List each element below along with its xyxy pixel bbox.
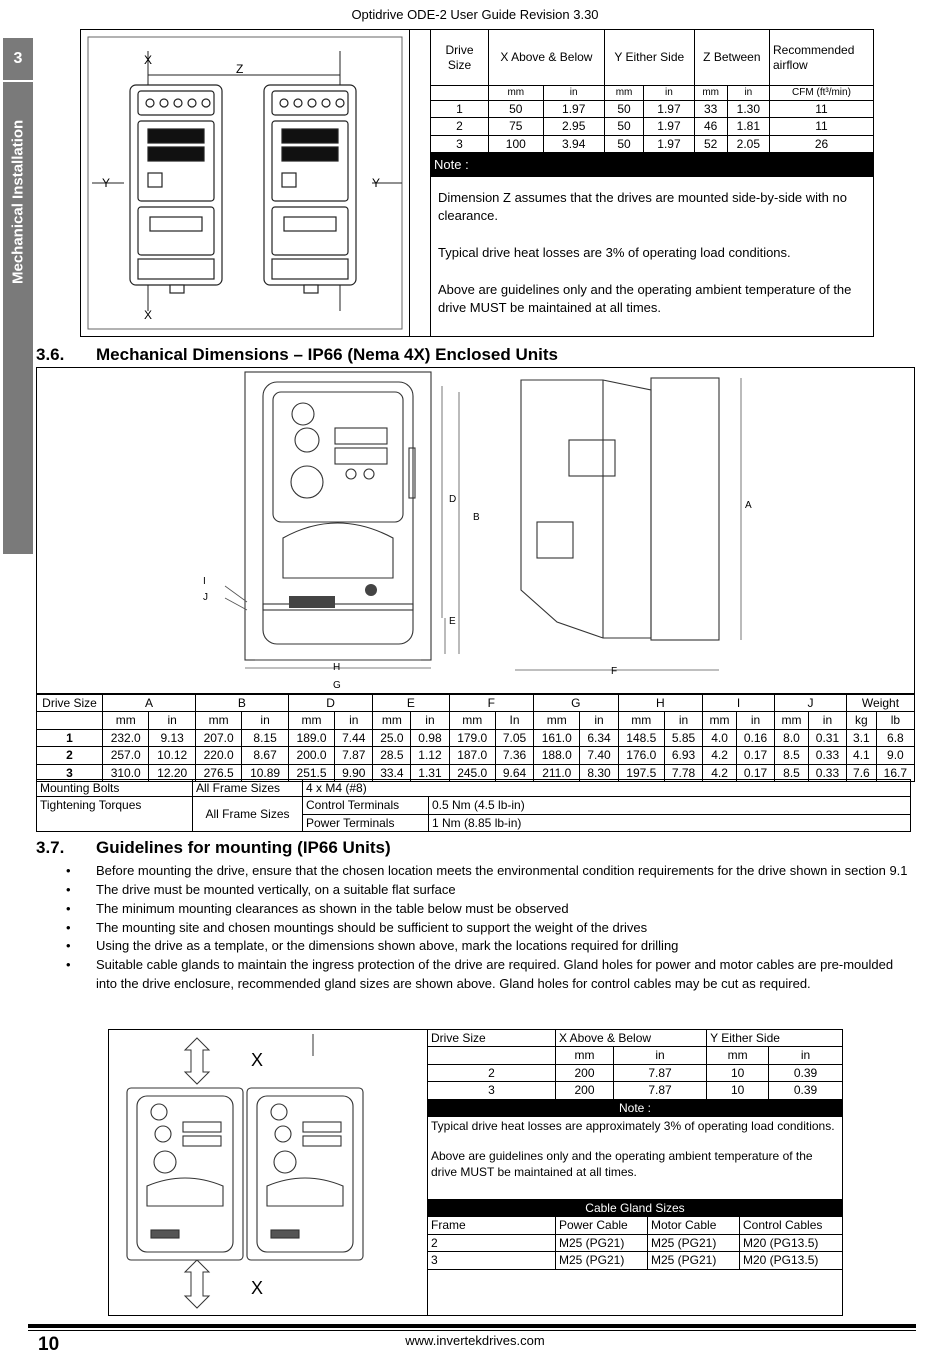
cell: 1.97	[644, 135, 694, 152]
cell: 33	[694, 101, 727, 118]
header-cell: E	[373, 695, 449, 712]
unit-cell: in	[736, 712, 774, 729]
dim-label-e: E	[449, 616, 456, 627]
header-drive-size: Drive Size	[428, 1030, 556, 1047]
drive-unit-right	[264, 85, 356, 293]
note-label: Note :	[428, 1099, 843, 1116]
cell: 33.4	[373, 764, 411, 781]
ip66-clearance-table	[427, 1029, 843, 1213]
cell: 11	[770, 101, 874, 118]
cable-gland-table	[427, 1199, 843, 1270]
header-cell: Power Cable	[556, 1217, 648, 1234]
cell: 8.67	[242, 747, 288, 764]
unit-cell: mm	[618, 712, 664, 729]
dim-label-b: B	[473, 512, 480, 523]
cell: 1.97	[543, 101, 604, 118]
x-label-top: X	[144, 53, 153, 67]
table-row	[431, 118, 874, 135]
list-item: • The mounting site and chosen mountings should be sufficient to support the weight of the drives	[36, 919, 916, 938]
cell: 9.0	[876, 747, 914, 764]
header-airflow: Recommended airflow	[770, 30, 874, 86]
table-row	[428, 1030, 843, 1047]
cell: 0.98	[411, 729, 449, 746]
all-frame-sizes: All Frame Sizes	[193, 797, 303, 832]
cell: 179.0	[449, 729, 495, 746]
cell: 1	[37, 729, 103, 746]
cell: 50	[604, 135, 643, 152]
cell: 8.5	[775, 764, 809, 781]
dimension-drawing	[37, 368, 914, 693]
unit-cell: mm	[556, 1047, 614, 1064]
list-item: • Before mounting the drive, ensure that the chosen location meets the environmental condition requirements for the drive shown in section 9.1	[36, 862, 916, 881]
cell: 148.5	[618, 729, 664, 746]
cell: 9.13	[149, 729, 195, 746]
z-label: Z	[236, 62, 244, 76]
cell: 75	[489, 118, 544, 135]
cell: 0.33	[808, 764, 846, 781]
side-view	[521, 378, 719, 640]
cell: 7.78	[665, 764, 703, 781]
cell: 7.87	[614, 1082, 707, 1099]
cell: 7.6	[847, 764, 877, 781]
unit-cell: mm	[449, 712, 495, 729]
cell: M25 (PG21)	[556, 1252, 648, 1269]
cell: 245.0	[449, 764, 495, 781]
cell: 207.0	[195, 729, 241, 746]
cell: 161.0	[534, 729, 580, 746]
cell: 52	[694, 135, 727, 152]
table-row	[428, 1252, 843, 1269]
header-cell: G	[534, 695, 619, 712]
table-row	[37, 729, 915, 746]
dimensions-table	[36, 694, 915, 782]
unit-cell: In	[495, 712, 533, 729]
unit-cell: mm	[373, 712, 411, 729]
header-cell: Frame	[428, 1217, 556, 1234]
cell: 50	[489, 101, 544, 118]
cell: 0.33	[808, 747, 846, 764]
cell: 211.0	[534, 764, 580, 781]
cell: 7.87	[614, 1064, 707, 1081]
list-item: • The minimum mounting clearances as shown in the table below must be observed	[36, 900, 916, 919]
guidelines-list	[36, 862, 916, 994]
dim-label-h: H	[333, 662, 341, 673]
header-cell: Drive Size	[37, 695, 103, 712]
cell: 46	[694, 118, 727, 135]
cell: 8.30	[580, 764, 618, 781]
cell: 100	[489, 135, 544, 152]
note-text-2: Above are guidelines only and the operating ambient temperature of the drive MUST be maintained at all times.	[431, 1149, 813, 1180]
mounting-bolts-label: Mounting Bolts	[37, 780, 193, 797]
unit-cell: in	[149, 712, 195, 729]
cell: 0.39	[769, 1064, 843, 1081]
cell: 3	[428, 1082, 556, 1099]
chapter-title-container	[3, 84, 33, 284]
cell: 1.30	[727, 101, 769, 118]
note-label: Note :	[431, 153, 874, 177]
cell: 4.2	[703, 764, 737, 781]
unit-cell: mm	[703, 712, 737, 729]
cell: 220.0	[195, 747, 241, 764]
unit-cell: mm	[489, 86, 544, 101]
cell: 16.7	[876, 764, 914, 781]
unit-cell: in	[411, 712, 449, 729]
unit-cell: CFM (ft³/min)	[770, 86, 874, 101]
cell: 187.0	[449, 747, 495, 764]
cell: 2	[428, 1234, 556, 1251]
cell: 310.0	[103, 764, 149, 781]
table-row	[428, 1064, 843, 1081]
x-label-top: X	[251, 1050, 264, 1070]
unit-cell: mm	[775, 712, 809, 729]
list-item: • Suitable cable glands to maintain the ingress protection of the drive are required. Gland holes for power and motor cables are pre-moulded into the drive enclosure, recommended gland sizes are shown above. Gland holes for control cables may be cut as required.	[36, 956, 916, 994]
cell: 3	[37, 764, 103, 781]
units-row	[37, 712, 915, 729]
footer-rule	[28, 1324, 916, 1328]
unit-cell: in	[335, 712, 373, 729]
cell: 257.0	[103, 747, 149, 764]
torque-table	[36, 779, 911, 832]
cell: 0.16	[736, 729, 774, 746]
sidebar-divider	[3, 80, 33, 82]
unit-cell: in	[614, 1047, 707, 1064]
table-row	[431, 135, 874, 152]
page-header: Optidrive ODE-2 User Guide Revision 3.30	[351, 7, 599, 22]
list-item: • Using the drive as a template, or the dimensions shown above, mark the locations required for drilling	[36, 937, 916, 956]
cell: 276.5	[195, 764, 241, 781]
chapter-title: Mechanical Installation	[9, 119, 27, 284]
cell: 0.39	[769, 1082, 843, 1099]
unit-cell: in	[808, 712, 846, 729]
cell: 1.12	[411, 747, 449, 764]
note-text-2: Typical drive heat losses are 3% of operating load conditions.	[438, 245, 791, 260]
power-terminals-label: Power Terminals	[303, 814, 429, 831]
unit-cell: mm	[288, 712, 334, 729]
cell: 3.1	[847, 729, 877, 746]
gland-title: Cable Gland Sizes	[428, 1200, 843, 1217]
section-number: 3.7.	[36, 838, 65, 857]
cell: 6.93	[665, 747, 703, 764]
footer-url: www.invertekdrives.com	[405, 1333, 545, 1348]
y-label-right: Y	[372, 176, 381, 190]
control-terminals-label: Control Terminals	[303, 797, 429, 814]
cell: 5.85	[665, 729, 703, 746]
cell: 0.17	[736, 764, 774, 781]
cell: 10	[707, 1064, 769, 1081]
units-row	[428, 1047, 843, 1064]
unit-cell: mm	[694, 86, 727, 101]
cell: 189.0	[288, 729, 334, 746]
cell: 0.31	[808, 729, 846, 746]
drive-unit-left	[130, 85, 222, 293]
unit-cell: in	[727, 86, 769, 101]
dim-label-f: F	[611, 666, 618, 677]
cell: M20 (PG13.5)	[740, 1234, 843, 1251]
cell: 1.31	[411, 764, 449, 781]
cell: 2	[37, 747, 103, 764]
x-label-bottom: X	[251, 1278, 264, 1298]
unit-cell: mm	[534, 712, 580, 729]
cell: 200.0	[288, 747, 334, 764]
dim-label-d: D	[449, 494, 457, 505]
cell: 3	[428, 1252, 556, 1269]
cell: 6.34	[580, 729, 618, 746]
power-terminals-value: 1 Nm (8.85 lb-in)	[429, 814, 911, 831]
cell: 7.44	[335, 729, 373, 746]
unit-cell: in	[644, 86, 694, 101]
table-row	[428, 1234, 843, 1251]
cell: 1.81	[727, 118, 769, 135]
note-text-1: Dimension Z assumes that the drives are mounted side-by-side with no clearance.	[438, 190, 847, 223]
panel-divider	[409, 29, 410, 337]
unit-cell: in	[665, 712, 703, 729]
header-cell: I	[703, 695, 775, 712]
cell: M25 (PG21)	[648, 1252, 740, 1269]
cell: M20 (PG13.5)	[740, 1252, 843, 1269]
cell: 4.2	[703, 747, 737, 764]
ip66-drive-left	[127, 1088, 243, 1260]
cell: 11	[770, 118, 874, 135]
header-cell: Control Cables	[740, 1217, 843, 1234]
units-row	[431, 86, 874, 101]
cell: 10	[707, 1082, 769, 1099]
cell: 12.20	[149, 764, 195, 781]
cell: 188.0	[534, 747, 580, 764]
cell: 197.5	[618, 764, 664, 781]
all-frame-sizes: All Frame Sizes	[193, 780, 303, 797]
spacer	[431, 1134, 839, 1148]
cell: 2.95	[543, 118, 604, 135]
cell: 1.97	[644, 101, 694, 118]
footer-rule-thin	[28, 1330, 916, 1331]
cell: 8.15	[242, 729, 288, 746]
x-label-bottom: X	[144, 308, 153, 322]
cell: 7.87	[335, 747, 373, 764]
header-x: X Above & Below	[556, 1030, 707, 1047]
cell: 1	[431, 101, 489, 118]
header-cell: A	[103, 695, 196, 712]
note-text-3: Above are guidelines only and the operating ambient temperature of the drive MUST be maintained at all times.	[438, 282, 852, 315]
cell: 26	[770, 135, 874, 152]
clearance-table	[430, 29, 874, 177]
dim-label-i: I	[203, 576, 206, 587]
table-row	[37, 797, 911, 814]
list-item: • The drive must be mounted vertically, on a suitable flat surface	[36, 881, 916, 900]
cell: 7.05	[495, 729, 533, 746]
header-cell: Weight	[847, 695, 915, 712]
chapter-number: 3	[13, 50, 23, 67]
cell: 8.5	[775, 747, 809, 764]
unit-cell: mm	[195, 712, 241, 729]
unit-cell: in	[769, 1047, 843, 1064]
unit-cell: kg	[847, 712, 877, 729]
unit-cell: lb	[876, 712, 914, 729]
unit-cell: mm	[604, 86, 643, 101]
cell: 1.97	[644, 118, 694, 135]
cell: 28.5	[373, 747, 411, 764]
cell: 3.94	[543, 135, 604, 152]
header-cell: F	[449, 695, 534, 712]
unit-cell: mm	[707, 1047, 769, 1064]
cell: M25 (PG21)	[648, 1234, 740, 1251]
cell: 200	[556, 1064, 614, 1081]
section-heading: Guidelines for mounting (IP66 Units)	[96, 838, 391, 857]
cell: 251.5	[288, 764, 334, 781]
table-row	[37, 780, 911, 797]
section-number: 3.6.	[36, 345, 65, 364]
dimension-header-row	[37, 695, 915, 712]
dim-label-j: J	[203, 592, 208, 603]
unit-cell: mm	[103, 712, 149, 729]
cell: 9.64	[495, 764, 533, 781]
cell: 7.36	[495, 747, 533, 764]
cell: 2	[431, 118, 489, 135]
table-row	[431, 101, 874, 118]
cell: 6.8	[876, 729, 914, 746]
front-view	[245, 372, 431, 660]
side-dimension-lines	[515, 378, 741, 670]
cell: M25 (PG21)	[556, 1234, 648, 1251]
header-y: Y Either Side	[707, 1030, 843, 1047]
cell: 2.05	[727, 135, 769, 152]
cell: 232.0	[103, 729, 149, 746]
cell: 200	[556, 1082, 614, 1099]
cell: 50	[604, 118, 643, 135]
cell: 10.89	[242, 764, 288, 781]
header-drive-size: Drive Size	[431, 30, 489, 86]
table-row	[428, 1082, 843, 1099]
cell: 3	[431, 135, 489, 152]
dim-label-a: A	[745, 500, 752, 511]
header-z: Z Between	[694, 30, 769, 86]
header-cell: D	[288, 695, 373, 712]
ip66-clearance-diagram	[109, 1030, 426, 1315]
table-row	[37, 747, 915, 764]
tightening-torques-label: Tightening Torques	[37, 797, 193, 832]
page-number: 10	[38, 1334, 60, 1355]
bolt-value: 4 x M4 (#8)	[303, 780, 911, 797]
control-terminals-value: 0.5 Nm (4.5 lb-in)	[429, 797, 911, 814]
clearance-diagram	[84, 33, 406, 333]
header-cell: J	[775, 695, 847, 712]
cell: 176.0	[618, 747, 664, 764]
cell: 0.17	[736, 747, 774, 764]
cell: 7.40	[580, 747, 618, 764]
cell: 8.0	[775, 729, 809, 746]
header-cell: B	[195, 695, 288, 712]
dim-label-g: G	[333, 680, 341, 691]
unit-cell: in	[580, 712, 618, 729]
gland-header-row	[428, 1217, 843, 1234]
cell: 50	[604, 101, 643, 118]
header-x: X Above & Below	[489, 30, 605, 86]
note-text-1: Typical drive heat losses are approximately 3% of operating load conditions.	[431, 1118, 835, 1133]
y-label-left: Y	[102, 176, 111, 190]
section-heading: Mechanical Dimensions – IP66 (Nema 4X) Enclosed Units	[96, 345, 558, 364]
header-cell: Motor Cable	[648, 1217, 740, 1234]
header-cell: H	[618, 695, 703, 712]
header-y: Y Either Side	[604, 30, 694, 86]
cell: 25.0	[373, 729, 411, 746]
ip66-drive-right	[247, 1088, 363, 1260]
cell: 4.1	[847, 747, 877, 764]
cell: 2	[428, 1064, 556, 1081]
cell: 10.12	[149, 747, 195, 764]
cell: 4.0	[703, 729, 737, 746]
unit-cell: in	[543, 86, 604, 101]
unit-cell: in	[242, 712, 288, 729]
cell: 9.90	[335, 764, 373, 781]
